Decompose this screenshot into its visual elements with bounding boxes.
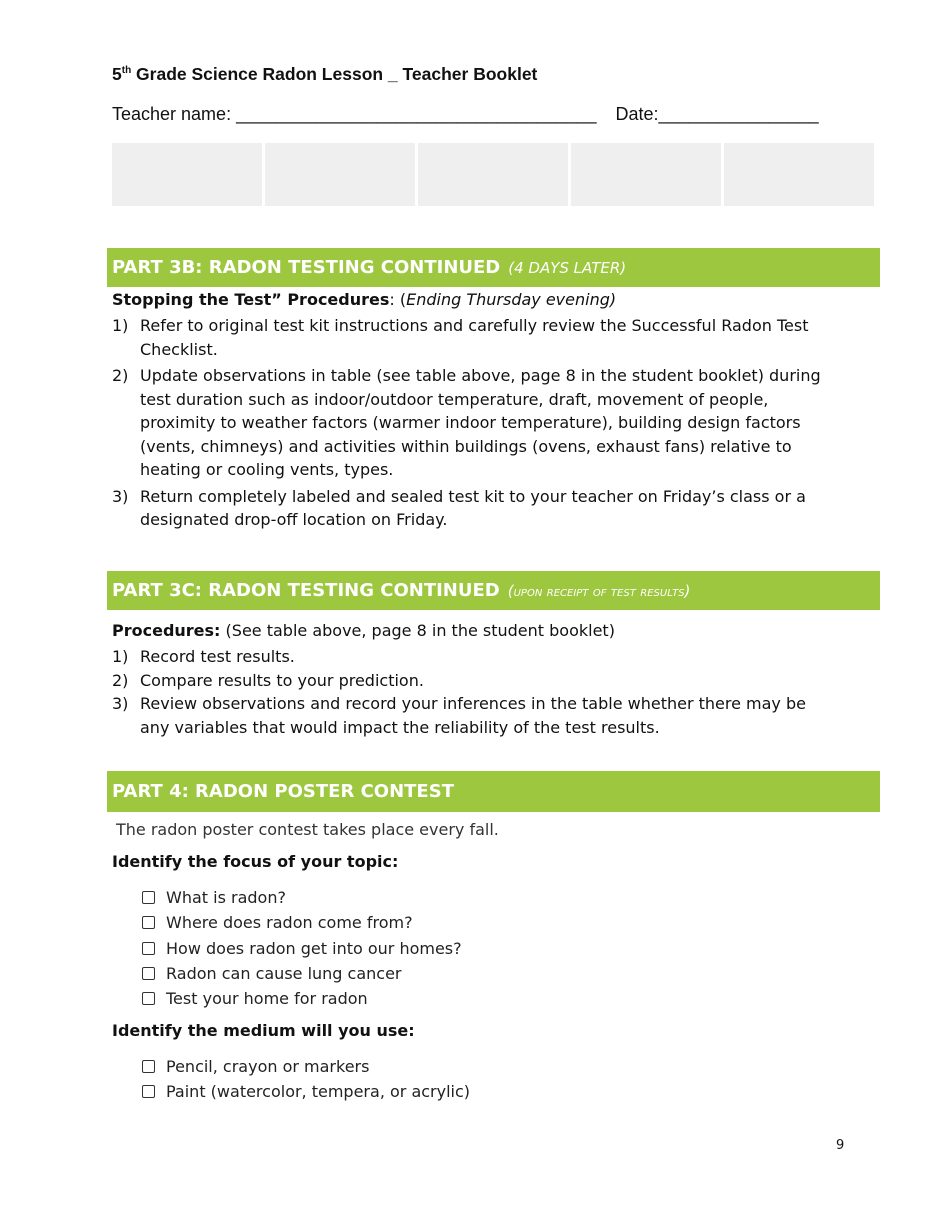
topic-checklist: [142, 885, 462, 1011]
list-item: 1) Refer to original test kit instructions and carefully review the Successful Radon Test Checklist.: [112, 316, 809, 359]
part-4-title: PART 4: RADON POSTER CONTEST: [112, 781, 454, 802]
part-3b-lead: Stopping the Test” Procedures: (Ending Thursday evening): [112, 290, 617, 309]
part-3c-title: PART 3C: RADON TESTING CONTINUED: [112, 580, 500, 601]
list-item: 1) Record test results.: [112, 647, 295, 666]
topic-option[interactable]: How does radon get into our homes?: [142, 936, 462, 961]
checkbox[interactable]: [142, 967, 155, 980]
medium-option[interactable]: Pencil, crayon or markers: [142, 1054, 470, 1079]
checkbox[interactable]: [142, 992, 155, 1005]
medium-checklist: [142, 1054, 470, 1105]
table-cell[interactable]: [265, 143, 415, 206]
topic-option[interactable]: Radon can cause lung cancer: [142, 961, 462, 986]
checkbox[interactable]: [142, 916, 155, 929]
part-3b-banner: [107, 248, 880, 287]
part-3c-lead: Procedures: (See table above, page 8 in the student booklet): [112, 621, 615, 640]
table-cell[interactable]: [724, 143, 874, 206]
medium-heading: Identify the medium will you use:: [112, 1021, 415, 1040]
checkbox[interactable]: [142, 891, 155, 904]
table-cell[interactable]: [418, 143, 568, 206]
page-title: 5th Grade Science Radon Lesson _ Teacher Booklet: [112, 64, 538, 84]
checkbox[interactable]: [142, 942, 155, 955]
list-item: 3) Review observations and record your inferences in the table whether there may be any variables that would impact the reliability of the test results.: [112, 694, 806, 737]
list-item: 2) Update observations in table (see table above, page 8 in the student booklet) during test duration such as indoor/outdoor temperature, draft, movement of people, proximity to weather factors (warmer indoor temperature), building design factors (vents, chimneys) and activities within buildings (ovens, exhaust fans) relative to heating or cooling vents, types.: [112, 366, 821, 479]
topic-option[interactable]: Where does radon come from?: [142, 910, 462, 935]
part-3c-steps: [112, 645, 822, 739]
topic-option[interactable]: Test your home for radon: [142, 986, 462, 1011]
header-fields: [112, 104, 819, 125]
part-3b-steps: [112, 314, 822, 532]
part-3b-subtitle: (4 DAYS LATER): [508, 258, 627, 277]
part-3c-banner: [107, 571, 880, 610]
table-cell[interactable]: [571, 143, 721, 206]
checkbox[interactable]: [142, 1060, 155, 1073]
topic-option[interactable]: What is radon?: [142, 885, 462, 910]
checkbox[interactable]: [142, 1085, 155, 1098]
table-cell[interactable]: [112, 143, 262, 206]
list-item: 3) Return completely labeled and sealed test kit to your teacher on Friday’s class or a designated drop-off location on Friday.: [112, 486, 806, 529]
date-field[interactable]: Date:________________: [615, 104, 819, 124]
observation-table: [112, 143, 874, 206]
part-4-intro: The radon poster contest takes place every fall.: [116, 820, 499, 839]
teacher-name-field[interactable]: Teacher name: ____________________________________: [112, 104, 597, 124]
part-3c-subtitle: (upon receipt of test results): [507, 581, 691, 600]
medium-option[interactable]: Paint (watercolor, tempera, or acrylic): [142, 1079, 470, 1104]
part-3b-title: PART 3B: RADON TESTING CONTINUED: [112, 257, 501, 278]
page-number: 9: [836, 1138, 845, 1153]
topic-heading: Identify the focus of your topic:: [112, 852, 399, 871]
list-item: 2) Compare results to your prediction.: [112, 670, 424, 690]
part-4-banner: [107, 771, 880, 812]
